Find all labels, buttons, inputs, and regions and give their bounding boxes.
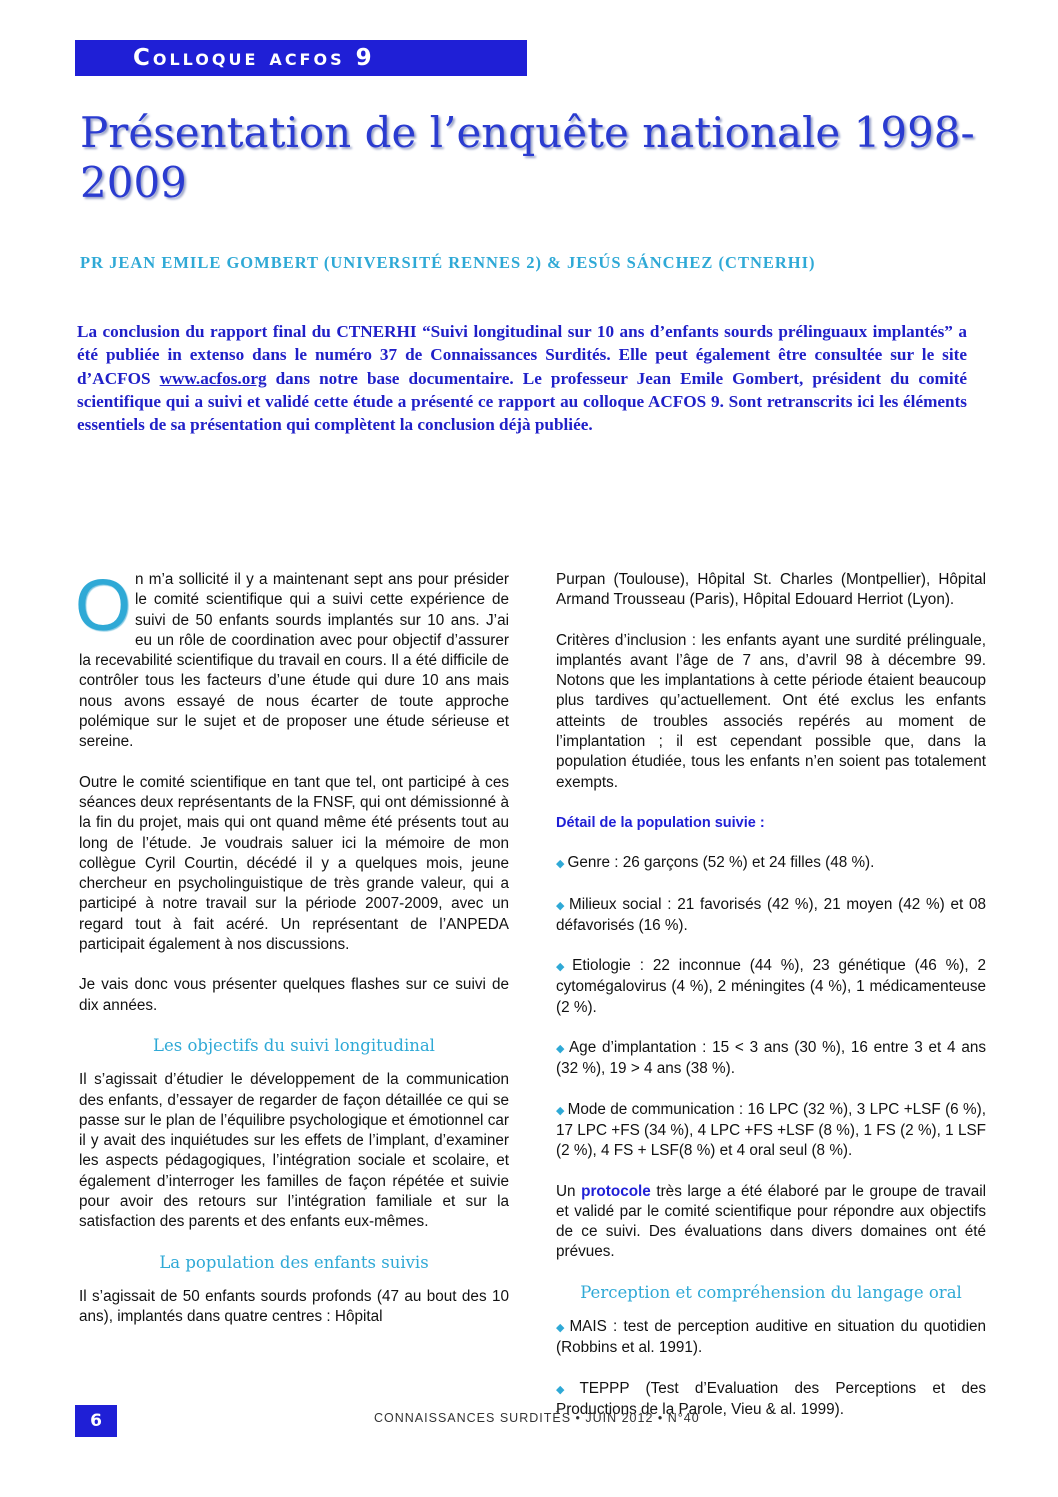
acfos-link[interactable]: www.acfos.org (159, 368, 267, 388)
paragraph-8 (556, 1182, 986, 1263)
paragraph-1 (75, 566, 509, 753)
page-number: 6 (75, 1405, 117, 1437)
diamond-icon: ◆ (556, 961, 570, 974)
section-banner: Colloque acfos 9 (75, 40, 527, 76)
list-item (556, 853, 986, 874)
diamond-icon: ◆ (556, 858, 565, 871)
right-column (556, 570, 986, 1440)
perception-list (556, 1317, 986, 1420)
diamond-icon: ◆ (556, 1322, 567, 1335)
paragraph-8-text-b: très large a été élaboré par le groupe de travail et validé par le comité scientifique pour répondre aux objectifs de ce suivi. Des évaluations dans divers domaines ont été prévues. (556, 1182, 987, 1261)
list-item-text: Etiologie : 22 inconnue (44 %), 23 génétique (46 %), 2 cytomégalovirus (4 %), 2 méningites (4 %), 1 médicamenteuse (2 %). (556, 957, 986, 1016)
paragraph-4: Il s’agissait d’étudier le développement de la communication des enfants, d’essayer de regarder de façon détaillée ce qui se passe sur le plan de l’équilibre psychologique et émotionnel car il y avait des inquiétudes sur les effets de l’implant, d’examiner les aspects pédagogiques, l’intégration sociale et scolaire, et également d’interroger les familles de façon répétée et suivie pour avoir des retours sur l’intégration familiale et sur la satisfaction des parents et des enfants eux-mêmes. (79, 1071, 509, 1231)
paragraph-7: Critères d’inclusion : les enfants ayant une surdité prélinguale, implantés avant l’âge de 7 ans, d’avril 98 à décembre 99. Notons que les implantations à cette période étaient beaucoup plus tardives qu’actuellement. Ont été exclus les enfants atteints de troubles associés repérés au moment de l’implantation ; il est cependant possible que, dans la population étudiée, tous les enfants n’en soient pas totalement exempts. (556, 631, 986, 791)
list-item (556, 1038, 986, 1080)
list-item (556, 895, 986, 937)
paragraph-8-text-a: Un (556, 1182, 582, 1200)
intro-paragraph (77, 320, 967, 436)
intro-text-2: dans notre base documentaire. Le professeur Jean Emile Gombert, président du comité scientifique qui a suivi et validé cette étude a présenté ce rapport au colloque ACFOS 9. Sont retranscrits ici les éléments essentiels de sa présentation qui complètent la conclusion déjà publiée. (77, 368, 967, 435)
drop-cap: O (75, 566, 132, 646)
paragraph-6: Purpan (Toulouse), Hôpital St. Charles (Montpellier), Hôpital Armand Trousseau (Paris), Hôpital Edouard Herriot (Lyon). (556, 571, 986, 609)
paragraph-1-text: n m’a sollicité il y a maintenant sept ans pour présider le comité scientifique qui a suivi cette expérience de suivi de 50 enfants sourds implantés sur 10 ans. J’ai eu un rôle de coordination avec pour objectif d’assurer la recevabilité scientifique du travail en cours. Il a été difficile de contrôler tous les facteurs d’une étude qui dure 10 ans mais nous avons essayé de nous écarter de toute approche polémique sur le sujet et de proposer une étude sérieuse et sereine. (79, 571, 509, 751)
diamond-icon: ◆ (556, 1104, 565, 1117)
subheading-objectifs: Les objectifs du suivi longitudinal (153, 1035, 435, 1055)
list-item-text: MAIS : test de perception auditive en situation du quotidien (Robbins et al. 1991). (556, 1318, 986, 1357)
list-item (556, 956, 986, 1018)
list-item-text: Mode de communication : 16 LPC (32 %), 3 LPC +LSF (6 %), 17 LPC +FS (34 %), 4 LPC +FS +LSF (8 %), 1 FS (2 %), 1 LSF (2 %), 4 FS + LSF(8 %) et 4 oral seul (8 %). (556, 1100, 986, 1160)
paragraph-5: Il s’agissait de 50 enfants sourds profonds (47 au bout des 10 ans), implantés dans quatre centres : Hôpital (79, 1287, 509, 1326)
subheading-population: La population des enfants suivis (159, 1252, 429, 1272)
page-footer: CONNAISSANCES SURDITÉS • JUIN 2012 • N°40 (374, 1411, 700, 1425)
population-detail-title: Détail de la population suivie : (556, 814, 765, 831)
list-item-text: Milieux social : 21 favorisés (42 %), 21 moyen (42 %) et 08 défavorisés (16 %). (556, 895, 986, 934)
subheading-perception: Perception et compréhension du langage oral (580, 1282, 962, 1302)
population-list (556, 853, 986, 1161)
list-item (556, 1100, 986, 1162)
diamond-icon: ◆ (556, 1043, 566, 1056)
diamond-icon: ◆ (556, 899, 566, 912)
intro-text-1: La conclusion du rapport final du CTNERHI “Suivi longitudinal sur 10 ans d’enfants sourds prélinguaux implantés” a été publiée in extenso dans le numéro 37 de Connaissances Surdités. Elle peut également être consultée sur le site d’ACFOS (77, 322, 967, 388)
list-item-text: Genre : 26 garçons (52 %) et 24 filles (48 %). (567, 854, 875, 872)
list-item-text: TEPPP (Test d’Evaluation des Perceptions et des Productions de la Parole, Vieu & al. 1999). (556, 1379, 986, 1418)
article-authors: PR JEAN EMILE GOMBERT (UNIVERSITÉ RENNES 2) & JESÚS SÁNCHEZ (CTNERHI) (80, 253, 816, 272)
list-item-text: Age d’implantation : 15 < 3 ans (30 %), 16 entre 3 et 4 ans (32 %), 19 > 4 ans (38 %). (556, 1039, 986, 1078)
article-title: Présentation de l’enquête nationale 1998-2009 (80, 108, 975, 207)
list-item (556, 1317, 986, 1359)
diamond-icon: ◆ (556, 1383, 577, 1396)
paragraph-3: Je vais donc vous présenter quelques flashes sur ce suivi de dix années. (79, 976, 509, 1014)
left-column (75, 566, 509, 1348)
paragraph-2: Outre le comité scientifique en tant que tel, ont participé à ces séances deux représentants de la FNSF, qui ont démissionné à la fin du projet, mais qui ont quand même été présents tout au long de l’étude. Je voudrais saluer ici la mémoire de mon collègue Cyril Courtin, décédé il y a quelques mois, jeune chercheur en psycholinguistique de très grande valeur, qui a participé à notre travail sur la période 2007-2009, avec un regard tout à fait acéré. Un représentant de l’ANPEDA participait également à nos discussions. (79, 773, 509, 954)
protocole-emphasis: protocole (581, 1182, 651, 1200)
